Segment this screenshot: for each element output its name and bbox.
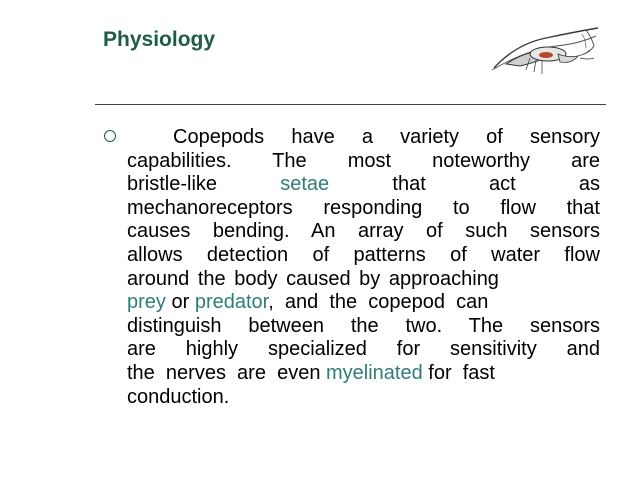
- text-line: [127, 362, 600, 386]
- text-line: [127, 197, 600, 221]
- text-line: [127, 386, 600, 410]
- text-line: [127, 220, 600, 244]
- text-span: are highly specialized for sensitivity and: [127, 338, 600, 361]
- text-span: allows detection of patterns of water flow: [127, 243, 600, 266]
- slide-title: Physiology: [103, 28, 216, 51]
- text-span: act: [488, 173, 516, 196]
- body-paragraph: [127, 126, 600, 409]
- text-span: conduction.: [127, 385, 230, 408]
- copepod-logo-icon: [486, 24, 604, 80]
- term-prey: prey: [127, 291, 166, 314]
- title-divider: [95, 104, 606, 105]
- text-span: bristle-like: [127, 173, 218, 196]
- text-span: as: [578, 173, 601, 196]
- text-span: or: [171, 291, 190, 314]
- term-predator: predator: [194, 291, 269, 314]
- text-span: that: [392, 173, 426, 196]
- text-span: distinguish between the two. The sensors: [127, 314, 600, 337]
- text-line: [127, 150, 600, 174]
- text-span: for fast: [428, 361, 495, 384]
- text-line: [127, 268, 600, 292]
- text-line: [127, 173, 600, 197]
- term-setae: setae: [280, 173, 330, 196]
- text-span: around the body caused by approaching: [127, 267, 499, 290]
- text-span: causes bending. An array of such sensors: [127, 220, 600, 243]
- text-line: [127, 244, 600, 268]
- text-span: the nerves are even: [127, 361, 321, 384]
- text-line: [127, 126, 600, 150]
- text-line: [127, 291, 600, 315]
- text-span: mechanoreceptors responding to flow that: [127, 196, 600, 219]
- text-span: , and the copepod can: [268, 291, 489, 314]
- bullet-icon: [104, 130, 116, 142]
- text-line: [127, 338, 600, 362]
- text-span: Copepods have a variety of sensory: [173, 126, 600, 148]
- term-myelinated: myelinated: [326, 361, 423, 384]
- text-line: [127, 315, 600, 339]
- text-span: capabilities. The most noteworthy are: [127, 149, 600, 172]
